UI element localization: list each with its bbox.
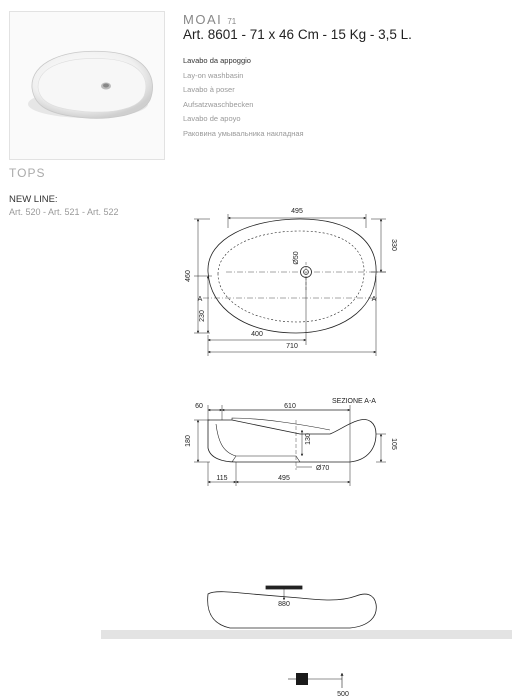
dim-460: 460	[185, 270, 192, 282]
trap-icon	[296, 673, 308, 685]
description-en: Lay-on washbasin	[183, 70, 244, 80]
product-name-text: MOAI	[183, 12, 223, 27]
description-ru: Раковина умывальника накладная	[183, 128, 304, 138]
dim-230: 230	[199, 310, 206, 322]
dim-710: 710	[286, 343, 298, 350]
side-view-drawing	[208, 586, 377, 628]
dim-60: 60	[195, 403, 203, 410]
top-view-outline	[208, 219, 376, 333]
new-line-label: NEW LINE:	[9, 194, 58, 205]
description-es: Lavabo de apoyo	[183, 114, 241, 124]
description-fr: Lavabo à poser	[183, 85, 235, 95]
top-view-drawing	[194, 214, 388, 356]
product-size-tag: 71	[227, 17, 237, 26]
section-marker-a-right: A	[371, 296, 377, 303]
dim-105: 105	[390, 438, 397, 450]
section-label: SEZIONE A-A	[332, 398, 376, 405]
dim-880: 880	[278, 601, 290, 608]
trap-drawing	[288, 673, 342, 688]
dim-495-top: 495	[291, 208, 303, 215]
section-outline	[208, 420, 376, 462]
dim-130: 130	[305, 433, 312, 445]
new-line-articles: Art. 520 - Art. 521 - Art. 522	[9, 207, 119, 217]
drain-diameter-70: Ø70	[316, 465, 330, 472]
countertop-band	[101, 630, 512, 639]
description-it: Lavabo da appoggio	[183, 56, 251, 65]
dim-610: 610	[284, 403, 296, 410]
tops-title: TOPS	[9, 166, 46, 180]
side-view-outline	[208, 592, 377, 628]
dim-500: 500	[337, 691, 349, 698]
dim-115: 115	[216, 475, 228, 482]
faucet-plate	[266, 586, 302, 589]
section-view-drawing	[194, 405, 386, 486]
top-view-bowl-inner	[218, 231, 364, 322]
dim-400: 400	[251, 331, 263, 338]
dim-495-bottom: 495	[278, 475, 290, 482]
section-marker-a-left: A	[197, 296, 203, 303]
description-de: Aufsatzwaschbecken	[183, 99, 254, 109]
article-spec: Art. 8601 - 71 x 46 Cm - 15 Kg - 3,5 L.	[183, 27, 412, 42]
drain-diameter-50: Ø50	[293, 251, 300, 265]
dim-180: 180	[185, 435, 192, 447]
dim-330: 330	[390, 239, 397, 251]
